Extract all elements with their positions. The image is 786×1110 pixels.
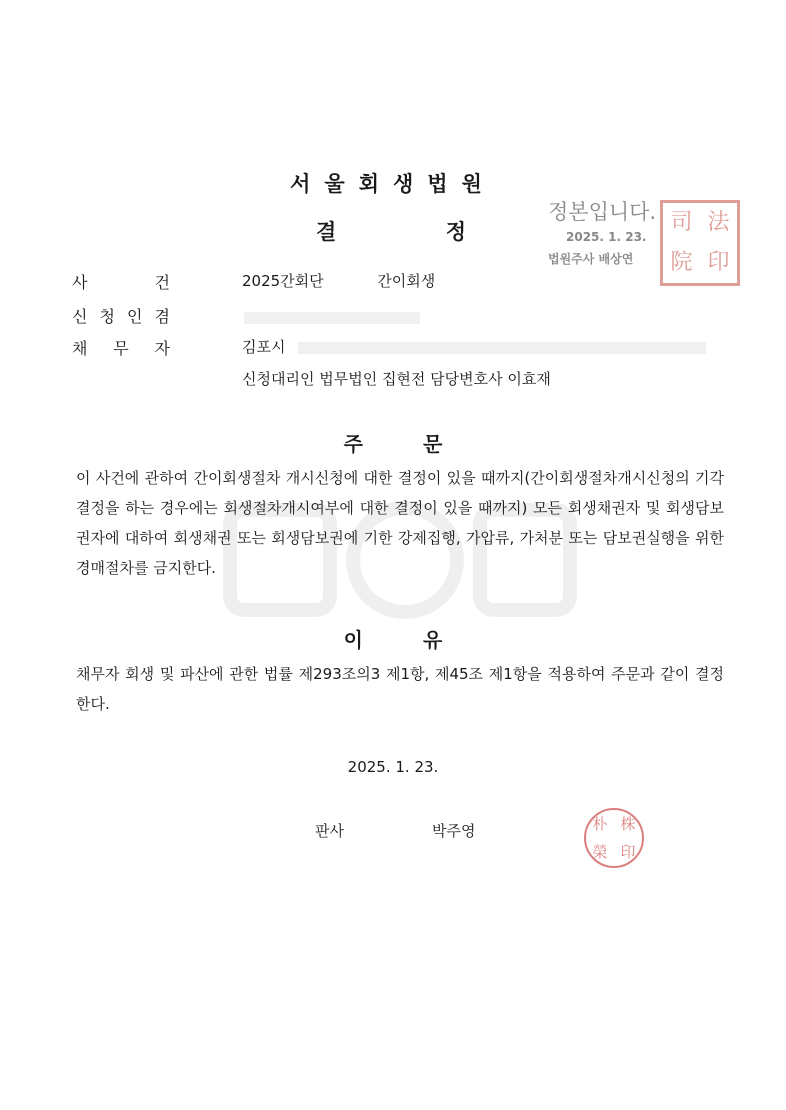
judge-name: 박주영 [432,822,476,840]
certification-date: 2025. 1. 23. [566,230,647,244]
seal-char: 院 [670,250,693,275]
heading-char: 문 [423,432,443,456]
court-name: 서울회생법원 [290,172,496,196]
label-char: 무 [113,339,129,358]
doc-type-char: 정 [445,220,466,244]
label-char: 청 [99,307,115,326]
label-char: 사 [72,273,88,292]
debtor-label [72,336,170,359]
decision-date: 2025. 1. 23. [347,758,439,776]
heading-char: 유 [423,628,443,652]
label-char: 채 [72,339,88,358]
order-text: 이 사건에 관하여 간이회생절차 개시신청에 대한 결정이 있을 때까지(간이회생절차개시신청의 기각결정을 하는 경우에는 회생절차개시여부에 대한 결정이 있을 때까지) 모든 회생채권자 및 회생담보권자에 대하여 회생채권 또는 회생담보권에 기한 강제집행, 가압류, 가처분 또는 담보권실행을 위한 경매절차를 금지한다. [76,469,724,577]
order-heading [0,428,786,457]
debtor-value: 김포시 [242,338,286,356]
judge-title: 판사 [315,822,344,840]
label-char: 자 [154,339,170,358]
certification-clerk: 법원주사 배상연 [548,252,634,266]
certification-text: 정본입니다. [548,200,657,224]
applicant-agent: 신청대리인 법무법인 집현전 담당변호사 이효재 [242,370,551,388]
redacted-applicant [244,312,420,324]
seal-char: 榮 [592,843,608,861]
heading-char: 주 [343,432,363,456]
label-char: 겸 [154,307,170,326]
label-char: 건 [154,273,170,292]
case-number [242,270,435,291]
seal-char: 印 [707,250,730,275]
seal-char: 株 [620,815,636,833]
court-seal [660,200,740,286]
label-char: 신 [72,307,88,326]
seal-char: 朴 [592,815,608,833]
redacted-debtor [298,342,706,354]
label-char: 인 [127,307,143,326]
seal-char: 司 [670,210,693,235]
document-type [316,216,466,246]
reason-text: 채무자 회생 및 파산에 관한 법률 제293조의3 제1항, 제45조 제1항을 적용하여 주문과 같이 결정한다. [76,665,724,713]
case-type: 간이회생 [377,272,436,290]
seal-char: 印 [620,843,636,861]
judge-seal [584,808,644,868]
seal-char: 法 [707,210,730,235]
applicant-label [72,304,170,327]
case-number-text: 2025간회단 [242,272,324,290]
doc-type-char: 결 [316,220,337,244]
heading-char: 이 [343,628,363,652]
reason-heading [0,624,786,653]
case-label [72,270,170,293]
